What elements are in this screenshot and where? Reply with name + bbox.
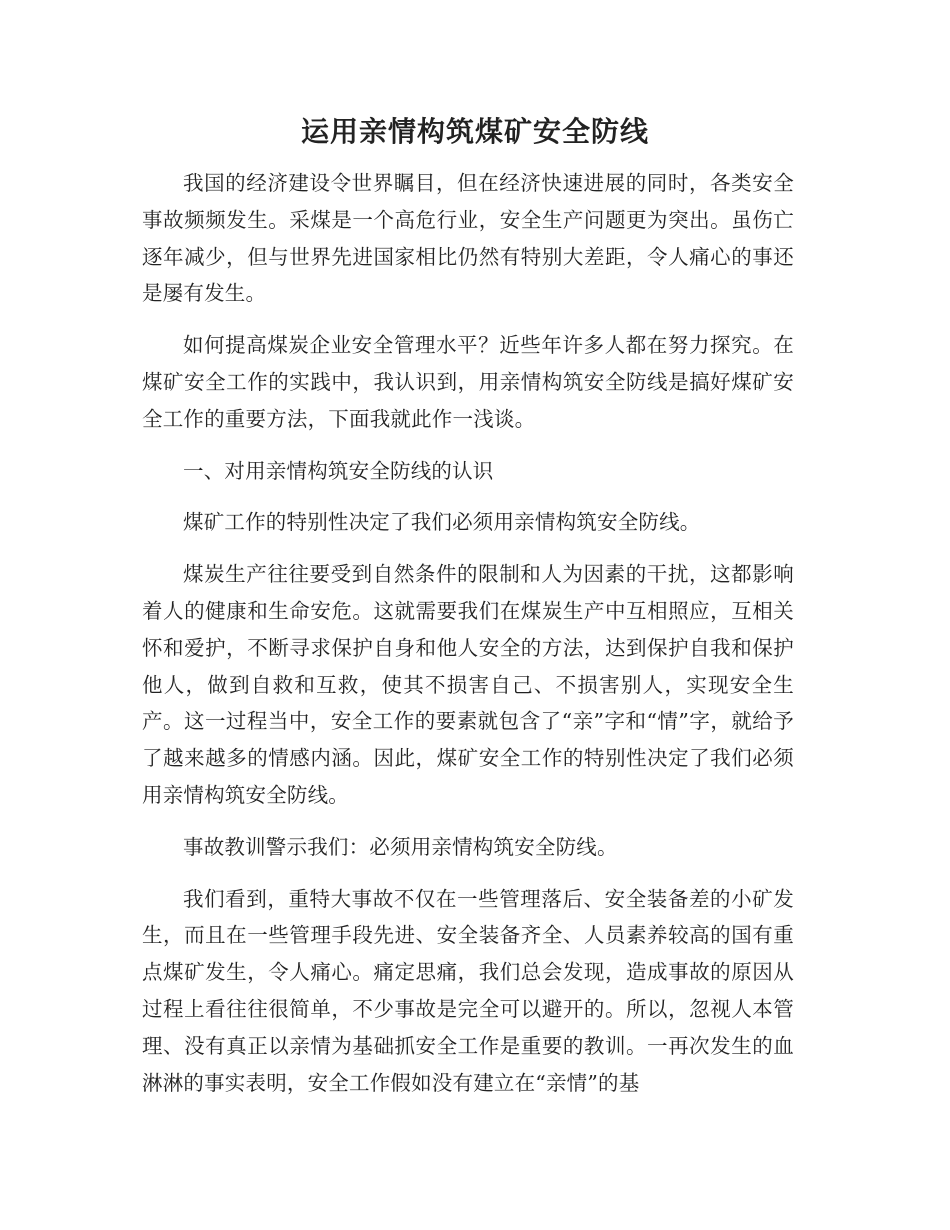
document-body [142, 165, 794, 1116]
paragraph-special-nature: 煤矿工作的特别性决定了我们必须用亲情构筑安全防线。 [183, 510, 701, 535]
paragraph-intro: 我国的经济建设令世界瞩目，但在经济快速进展的同时，各类安全事故频频发生。采煤是一个高危行业，安全生产问题更为突出。虽伤亡逐年减少，但与世界先进国家相比仍然有特别大差距，令人痛心的事还是屡有发生。 [142, 171, 794, 306]
paragraph-production-factors: 煤炭生产往往要受到自然条件的限制和人为因素的干扰，这都影响着人的健康和生命安危。这就需要我们在煤炭生产中互相照应，互相关怀和爱护，不断寻求保护自身和他人安全的方法，达到保护自我和保护他人，做到自救和互救，使其不损害自己、不损害别人，实现安全生产。这一过程当中，安全工作的要素就包含了“亲”字和“情”字，就给予了越来越多的情感内涵。因此，煤矿安全工作的特别性决定了我们必须用亲情构筑安全防线。 [142, 562, 794, 807]
paragraph-major-accidents: 我们看到，重特大事故不仅在一些管理落后、安全装备差的小矿发生，而且在一些管理手段先进、安全装备齐全、人员素养较高的国有重点煤矿发生，令人痛心。痛定思痛，我们总会发现，造成事故的原因从过程上看往往很简单，不少事故是完全可以避开的。所以，忽视人本管理、没有真正以亲情为基础抓安全工作是重要的教训。一再次发生的血淋淋的事实表明，安全工作假如没有建立在“亲情”的基 [142, 886, 794, 1095]
paragraph-accident-lessons: 事故教训警示我们：必须用亲情构筑安全防线。 [183, 834, 618, 859]
document-title: 运用亲情构筑煤矿安全防线 [300, 115, 649, 148]
section-heading-1: 一、对用亲情构筑安全防线的认识 [183, 458, 494, 483]
paragraph-question: 如何提高煤炭企业安全管理水平？近些年许多人都在努力探究。在煤矿安全工作的实践中，我认识到，用亲情构筑安全防线是搞好煤矿安全工作的重要方法，下面我就此作一浅谈。 [142, 333, 794, 431]
